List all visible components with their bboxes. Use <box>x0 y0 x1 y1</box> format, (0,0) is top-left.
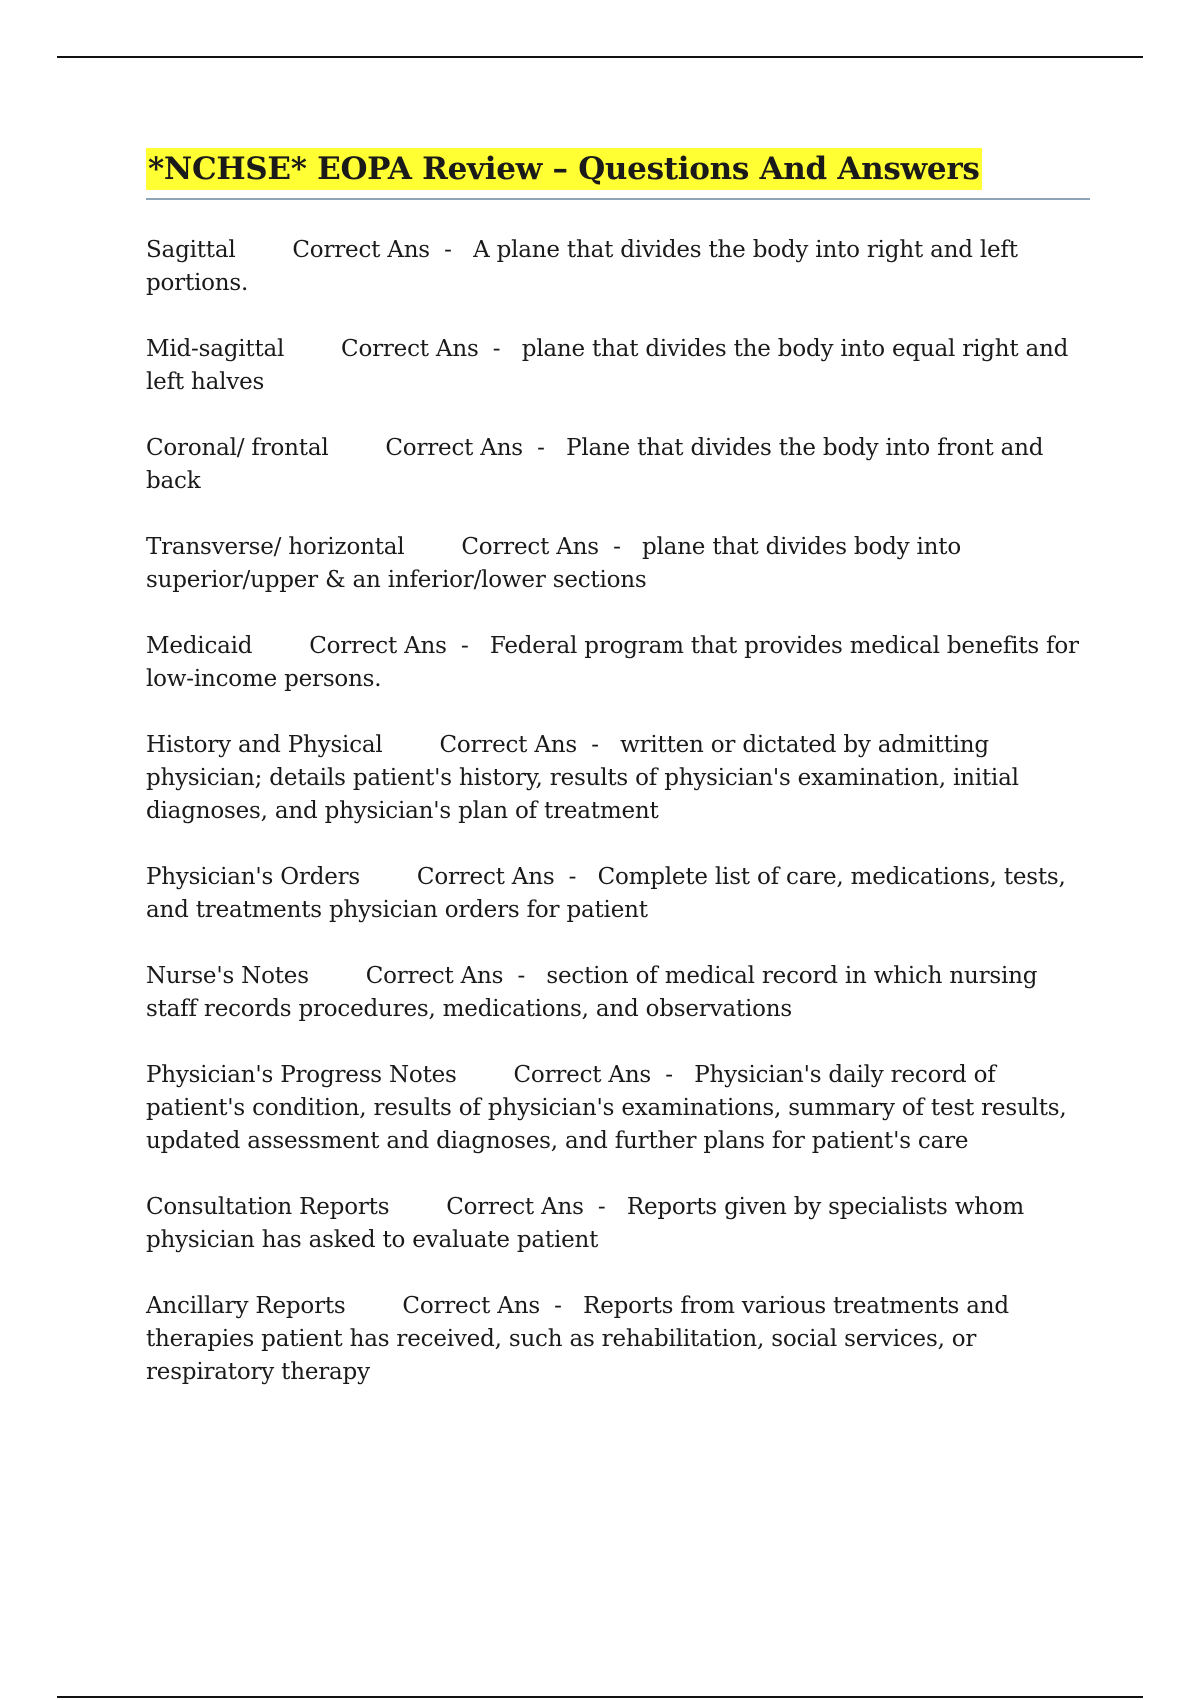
qa-term: Physician's Progress Notes <box>146 1062 457 1088</box>
footer-rule <box>57 1696 1143 1698</box>
qa-separator: Correct Ans <box>402 1293 540 1319</box>
header-rule <box>57 56 1143 58</box>
qa-separator: Correct Ans <box>309 633 447 659</box>
qa-separator: Correct Ans <box>365 963 504 989</box>
qa-separator: Correct Ans <box>341 336 479 362</box>
qa-item: Transverse/ horizontal Correct Ans - plane that divides body into superior/upper & an inferior/lower sections <box>146 534 961 593</box>
qa-term: Physician's Orders <box>146 864 361 890</box>
qa-term: History and Physical <box>146 732 383 758</box>
qa-separator: Correct Ans <box>439 732 577 758</box>
qa-answer: Physician's daily record of patient's condition, results of physician's examinations, summary of test results, updated assessment and diagnoses, and further plans for patient's care <box>146 1062 1067 1154</box>
qa-answer: Federal program that provides medical benefits for low-income persons. <box>146 633 1079 692</box>
qa-answer: Reports given by specialists whom physician has asked to evaluate patient <box>146 1194 1025 1253</box>
qa-term: Transverse/ horizontal <box>146 534 405 560</box>
qa-answer: written or dictated by admitting physician; details patient's history, results of physician's examination, initial diagnoses, and physician's plan of treatment <box>146 732 1019 824</box>
qa-item: Physician's Progress Notes Correct Ans - Physician's daily record of patient's condition, results of physician's examinations, summary of test results, updated assessment and diagnoses, and further plans for patient's care <box>146 1062 1067 1154</box>
qa-answer: plane that divides body into superior/upper & an inferior/lower sections <box>146 534 961 593</box>
qa-term: Ancillary Reports <box>146 1293 346 1319</box>
document-body <box>146 148 1090 1422</box>
qa-answer: Plane that divides the body into front and back <box>146 435 1044 494</box>
qa-term: Consultation Reports <box>146 1194 390 1220</box>
qa-item: History and Physical Correct Ans - written or dictated by admitting physician; details patient's history, results of physician's examination, initial diagnoses, and physician's plan of treatment <box>146 732 1019 824</box>
title-block <box>146 148 1090 200</box>
qa-separator: Correct Ans <box>461 534 599 560</box>
qa-term: Coronal/ frontal <box>146 435 329 461</box>
qa-answer: Complete list of care, medications, tests, and treatments physician orders for patient <box>146 864 1066 923</box>
qa-item: Nurse's Notes Correct Ans - section of medical record in which nursing staff records procedures, medications, and observations <box>146 963 1038 1022</box>
qa-item: Sagittal Correct Ans - A plane that divides the body into right and left portions. <box>146 237 1018 296</box>
qa-item: Mid-sagittal Correct Ans - plane that divides the body into equal right and left halves <box>146 336 1069 395</box>
qa-item: Ancillary Reports Correct Ans - Reports from various treatments and therapies patient has received, such as rehabilitation, social services, or respiratory therapy <box>146 1293 1009 1385</box>
qa-item: Consultation Reports Correct Ans - Reports given by specialists whom physician has asked to evaluate patient <box>146 1194 1025 1253</box>
qa-answer: A plane that divides the body into right and left portions. <box>146 237 1018 296</box>
qa-separator: Correct Ans <box>446 1194 584 1220</box>
qa-separator: Correct Ans <box>513 1062 652 1088</box>
qa-answer: Reports from various treatments and therapies patient has received, such as rehabilitation, social services, or respiratory therapy <box>146 1293 1009 1385</box>
qa-item: Physician's Orders Correct Ans - Complete list of care, medications, tests, and treatments physician orders for patient <box>146 864 1066 923</box>
qa-term: Nurse's Notes <box>146 963 309 989</box>
qa-answer: section of medical record in which nursing staff records procedures, medications, and observations <box>146 963 1038 1022</box>
qa-answer: plane that divides the body into equal right and left halves <box>146 336 1069 395</box>
qa-separator: Correct Ans <box>292 237 430 263</box>
qa-separator: Correct Ans <box>385 435 523 461</box>
qa-separator: Correct Ans <box>416 864 555 890</box>
qa-term: Sagittal <box>146 237 236 263</box>
qa-term: Mid-sagittal <box>146 336 285 362</box>
qa-item: Coronal/ frontal Correct Ans - Plane that divides the body into front and back <box>146 435 1044 494</box>
qa-term: Medicaid <box>146 633 253 659</box>
qa-item: Medicaid Correct Ans - Federal program that provides medical benefits for low-income persons. <box>146 633 1079 692</box>
document-title: *NCHSE* EOPA Review – Questions And Answers <box>146 148 982 190</box>
